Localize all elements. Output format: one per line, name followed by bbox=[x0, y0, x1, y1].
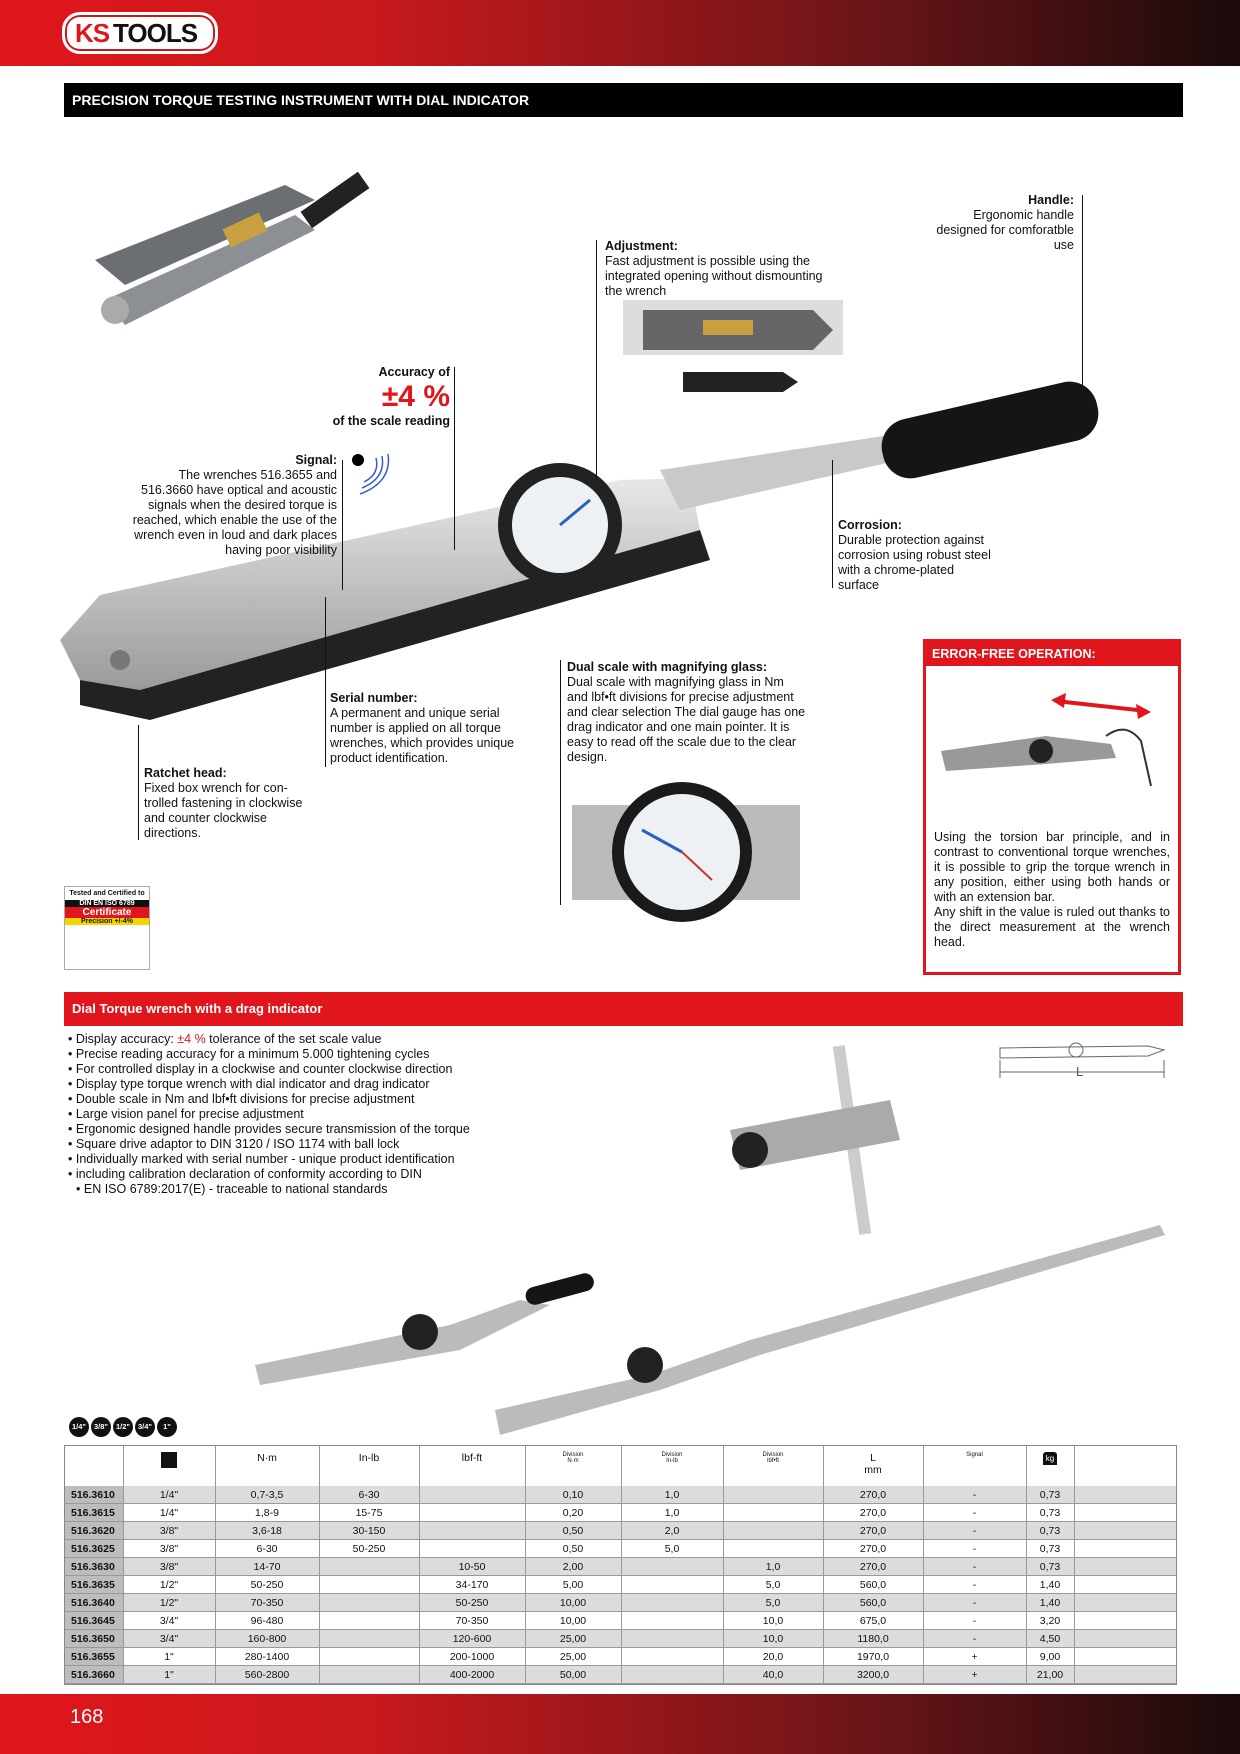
size-badge: 1/4" bbox=[69, 1417, 89, 1437]
error-free-box bbox=[923, 639, 1181, 975]
adjustment-text: Fast adjustment is possible using the integrated opening without dismounting the wrench bbox=[605, 254, 823, 298]
article-number: 516.3650 bbox=[65, 1630, 123, 1648]
table-cell bbox=[319, 1594, 419, 1612]
feature-item: • including calibration declaration of conformity according to DIN bbox=[68, 1167, 588, 1182]
table-cell: 270,0 bbox=[823, 1504, 923, 1522]
table-cell: 120-600 bbox=[419, 1630, 525, 1648]
table-cell: 10-50 bbox=[419, 1558, 525, 1576]
table-cell: 50,00 bbox=[525, 1666, 621, 1684]
table-row bbox=[65, 1630, 1176, 1648]
ratchet-leader bbox=[138, 725, 139, 840]
table-cell: 3/8" bbox=[123, 1540, 215, 1558]
table-cell: 1,0 bbox=[621, 1486, 723, 1504]
table-row bbox=[65, 1540, 1176, 1558]
error-free-text2: Any shift in the value is ruled out thanks to the direct measurement at the wrench head. bbox=[934, 905, 1170, 949]
ratchet-text: Fixed box wrench for con-trolled fastening in clockwise and counter clockwise directions. bbox=[144, 781, 303, 840]
table-cell: 270,0 bbox=[823, 1486, 923, 1504]
article-number: 516.3645 bbox=[65, 1612, 123, 1630]
table-cell: + bbox=[923, 1666, 1026, 1684]
table-cell bbox=[319, 1576, 419, 1594]
table-cell: - bbox=[923, 1504, 1026, 1522]
table-cell: 20,0 bbox=[723, 1648, 823, 1666]
dial-closeup-photo bbox=[572, 780, 800, 925]
table-cell: 3200,0 bbox=[823, 1666, 923, 1684]
table-cell: - bbox=[923, 1558, 1026, 1576]
table-cell: 10,00 bbox=[525, 1594, 621, 1612]
table-cell: 30-150 bbox=[319, 1522, 419, 1540]
dual-text: Dual scale with magnifying glass in Nm and lbf•ft divisions for precise adjustment and clear selection The dial gauge has one drag indicator and one main pointer. It is easy to read off the scale due to the clear design. bbox=[567, 675, 806, 764]
table-cell bbox=[319, 1648, 419, 1666]
table-cell: 1970,0 bbox=[823, 1648, 923, 1666]
table-cell: 3,6-18 bbox=[215, 1522, 319, 1540]
table-cell: - bbox=[923, 1630, 1026, 1648]
error-free-title: ERROR-FREE OPERATION: bbox=[926, 642, 1178, 666]
table-cell: 14-70 bbox=[215, 1558, 319, 1576]
ks-tools-logo bbox=[62, 12, 218, 54]
table-row bbox=[65, 1612, 1176, 1630]
table-cell-empty bbox=[1074, 1558, 1176, 1576]
col-div-nm: Division N·m bbox=[525, 1446, 621, 1486]
table-cell bbox=[319, 1558, 419, 1576]
table-cell bbox=[419, 1522, 525, 1540]
table-row bbox=[65, 1576, 1176, 1594]
article-number: 516.3615 bbox=[65, 1504, 123, 1522]
table-cell-empty bbox=[1074, 1576, 1176, 1594]
table-cell: + bbox=[923, 1648, 1026, 1666]
article-number: 516.3630 bbox=[65, 1558, 123, 1576]
table-cell: 1/4" bbox=[123, 1486, 215, 1504]
table-cell-empty bbox=[1074, 1486, 1176, 1504]
table-cell: 3,20 bbox=[1026, 1612, 1074, 1630]
table-row bbox=[65, 1486, 1176, 1504]
table-cell: 0,73 bbox=[1026, 1558, 1074, 1576]
col-div-inlb: Division In-lb bbox=[621, 1446, 723, 1486]
table-cell: 5,0 bbox=[723, 1576, 823, 1594]
table-row bbox=[65, 1522, 1176, 1540]
table-cell bbox=[723, 1522, 823, 1540]
signal-icon bbox=[350, 452, 395, 502]
table-cell-empty bbox=[1074, 1504, 1176, 1522]
grip-illustration bbox=[926, 666, 1178, 821]
table-header bbox=[65, 1446, 1176, 1486]
product-family-photo bbox=[250, 1040, 1170, 1440]
table-cell bbox=[723, 1486, 823, 1504]
table-cell: 560,0 bbox=[823, 1594, 923, 1612]
table-cell: - bbox=[923, 1540, 1026, 1558]
accuracy-leader bbox=[454, 367, 455, 550]
col-signal: Signal bbox=[923, 1446, 1026, 1486]
feature-item: • Square drive adaptor to DIN 3120 / ISO 1174 with ball lock bbox=[68, 1137, 588, 1152]
table-row bbox=[65, 1594, 1176, 1612]
table-cell: 25,00 bbox=[525, 1648, 621, 1666]
footer-bar bbox=[0, 1694, 1240, 1754]
spec-table-wrapper bbox=[64, 1445, 1177, 1685]
table-cell: 1/2" bbox=[123, 1576, 215, 1594]
weight-icon: kg bbox=[1043, 1452, 1057, 1465]
cert-line4: Precision +/-4% bbox=[65, 918, 149, 925]
dual-scale-callout bbox=[567, 660, 807, 765]
table-cell bbox=[723, 1540, 823, 1558]
ratchet-callout bbox=[144, 766, 314, 841]
table-cell: 2,00 bbox=[525, 1558, 621, 1576]
table-cell: 5,0 bbox=[723, 1594, 823, 1612]
article-number: 516.3625 bbox=[65, 1540, 123, 1558]
table-cell: 1/2" bbox=[123, 1594, 215, 1612]
table-cell: 1/4" bbox=[123, 1504, 215, 1522]
table-cell: 10,00 bbox=[525, 1612, 621, 1630]
feature-item-cont: • EN ISO 6789:2017(E) - traceable to national standards bbox=[68, 1182, 588, 1197]
dual-leader bbox=[560, 660, 561, 905]
logo-ks: KS bbox=[75, 18, 110, 48]
certification-badge bbox=[64, 886, 150, 970]
table-cell: 200-1000 bbox=[419, 1648, 525, 1666]
signal-text: The wrenches 516.3655 and 516.3660 have optical and acoustic signals when the desired torque is reached, which enable the use of the wrench even in loud and dark places having poor visibility bbox=[132, 468, 337, 557]
feature-item: • Ergonomic designed handle provides secure transmission of the torque bbox=[68, 1122, 588, 1137]
table-cell: 1,8-9 bbox=[215, 1504, 319, 1522]
table-cell: - bbox=[923, 1594, 1026, 1612]
serial-text: A permanent and unique serial number is applied on all torque wrenches, which provides unique product identification. bbox=[330, 706, 515, 765]
table-cell: 15-75 bbox=[319, 1504, 419, 1522]
table-cell: 6-30 bbox=[319, 1486, 419, 1504]
table-cell: 5,00 bbox=[525, 1576, 621, 1594]
accuracy-post: of the scale reading bbox=[332, 414, 450, 428]
article-number: 516.3655 bbox=[65, 1648, 123, 1666]
table-row bbox=[65, 1666, 1176, 1684]
table-cell: 1" bbox=[123, 1666, 215, 1684]
table-cell bbox=[419, 1540, 525, 1558]
table-cell: 96-480 bbox=[215, 1612, 319, 1630]
table-cell: 3/4" bbox=[123, 1612, 215, 1630]
table-cell: 6-30 bbox=[215, 1540, 319, 1558]
table-cell: 0,10 bbox=[525, 1486, 621, 1504]
feature-item: • Double scale in Nm and lbf•ft divisions for precise adjustment bbox=[68, 1092, 588, 1107]
table-cell: 2,0 bbox=[621, 1522, 723, 1540]
table-cell: 0,7-3,5 bbox=[215, 1486, 319, 1504]
spec-table bbox=[65, 1446, 1176, 1684]
table-cell: 270,0 bbox=[823, 1558, 923, 1576]
table-cell: 0,50 bbox=[525, 1522, 621, 1540]
table-cell: 10,0 bbox=[723, 1612, 823, 1630]
table-cell: 10,0 bbox=[723, 1630, 823, 1648]
accuracy-value: ±4 % bbox=[381, 380, 450, 413]
table-cell: 70-350 bbox=[419, 1612, 525, 1630]
feature-item: • Display type torque wrench with dial indicator and drag indicator bbox=[68, 1077, 588, 1092]
adjustment-title: Adjustment: bbox=[605, 239, 678, 253]
table-cell: - bbox=[923, 1522, 1026, 1540]
feature-item: • Precise reading accuracy for a minimum 5.000 tightening cycles bbox=[68, 1047, 588, 1062]
corrosion-leader bbox=[832, 460, 833, 588]
drive-size-badges bbox=[69, 1416, 179, 1437]
table-cell: 21,00 bbox=[1026, 1666, 1074, 1684]
table-cell bbox=[621, 1612, 723, 1630]
table-cell-empty bbox=[1074, 1522, 1176, 1540]
cert-line3: Certificate bbox=[65, 907, 149, 918]
feature-item: • Large vision panel for precise adjustment bbox=[68, 1107, 588, 1122]
table-cell bbox=[621, 1594, 723, 1612]
table-cell: 1,0 bbox=[621, 1504, 723, 1522]
table-cell: 70-350 bbox=[215, 1594, 319, 1612]
table-cell: 4,50 bbox=[1026, 1630, 1074, 1648]
corrosion-title: Corrosion: bbox=[838, 518, 902, 532]
handle-leader bbox=[1082, 195, 1083, 385]
table-cell bbox=[621, 1558, 723, 1576]
table-cell bbox=[419, 1486, 525, 1504]
table-cell-empty bbox=[1074, 1594, 1176, 1612]
corrosion-callout bbox=[838, 518, 998, 593]
table-row bbox=[65, 1558, 1176, 1576]
feature-item: • Individually marked with serial number - unique product identification bbox=[68, 1152, 588, 1167]
table-cell bbox=[319, 1612, 419, 1630]
section2-title: Dial Torque wrench with a drag indicator bbox=[64, 992, 1183, 1026]
signal-callout bbox=[130, 453, 337, 558]
table-cell: 1180,0 bbox=[823, 1630, 923, 1648]
size-badge: 1" bbox=[157, 1417, 177, 1437]
page-title: PRECISION TORQUE TESTING INSTRUMENT WITH DIAL INDICATOR bbox=[64, 83, 1183, 117]
table-row bbox=[65, 1504, 1176, 1522]
table-cell: 9,00 bbox=[1026, 1648, 1074, 1666]
table-cell: 1,40 bbox=[1026, 1594, 1074, 1612]
adjustment-photo bbox=[623, 300, 843, 410]
table-cell: 40,0 bbox=[723, 1666, 823, 1684]
size-badge: 3/8" bbox=[91, 1417, 111, 1437]
table-cell: - bbox=[923, 1576, 1026, 1594]
signal-title: Signal: bbox=[295, 453, 337, 467]
feature-item: • For controlled display in a clockwise and counter clockwise direction bbox=[68, 1062, 588, 1077]
table-cell bbox=[621, 1576, 723, 1594]
article-number: 516.3610 bbox=[65, 1486, 123, 1504]
logo-tools: TOOLS bbox=[113, 18, 198, 48]
table-row bbox=[65, 1648, 1176, 1666]
table-cell: 50-250 bbox=[319, 1540, 419, 1558]
table-cell: 160-800 bbox=[215, 1630, 319, 1648]
table-cell: 0,73 bbox=[1026, 1522, 1074, 1540]
table-cell: 25,00 bbox=[525, 1630, 621, 1648]
table-cell: 50-250 bbox=[215, 1576, 319, 1594]
size-badge: 1/2" bbox=[113, 1417, 133, 1437]
ratchet-title: Ratchet head: bbox=[144, 766, 227, 780]
table-cell bbox=[419, 1504, 525, 1522]
signal-leader bbox=[342, 460, 343, 590]
table-cell: 3/8" bbox=[123, 1558, 215, 1576]
length-label: L bbox=[1076, 1064, 1084, 1079]
table-cell: 0,20 bbox=[525, 1504, 621, 1522]
serial-callout bbox=[330, 691, 520, 766]
col-weight bbox=[1026, 1446, 1074, 1486]
col-inlb: In-lb bbox=[319, 1446, 419, 1486]
table-cell bbox=[723, 1504, 823, 1522]
col-length: L mm bbox=[823, 1446, 923, 1486]
table-cell: 675,0 bbox=[823, 1612, 923, 1630]
page-number: 168 bbox=[70, 1706, 104, 1728]
article-number: 516.3660 bbox=[65, 1666, 123, 1684]
table-cell: 0,73 bbox=[1026, 1504, 1074, 1522]
table-cell: 0,50 bbox=[525, 1540, 621, 1558]
adjustment-callout bbox=[605, 239, 830, 299]
serial-leader bbox=[325, 597, 326, 767]
wrench-open-photo bbox=[85, 160, 405, 350]
col-lbfft: lbf-ft bbox=[419, 1446, 525, 1486]
feature-item: • Display accuracy: ±4 % tolerance of the set scale value bbox=[68, 1032, 588, 1047]
table-cell-empty bbox=[1074, 1540, 1176, 1558]
col-div-lbfft: Division lbf•ft bbox=[723, 1446, 823, 1486]
table-cell bbox=[621, 1630, 723, 1648]
adjustment-leader bbox=[596, 240, 597, 480]
table-cell: 270,0 bbox=[823, 1522, 923, 1540]
handle-title: Handle: bbox=[1028, 193, 1074, 207]
dual-title: Dual scale with magnifying glass: bbox=[567, 660, 768, 674]
table-cell: - bbox=[923, 1486, 1026, 1504]
table-cell bbox=[621, 1666, 723, 1684]
table-cell: 34-170 bbox=[419, 1576, 525, 1594]
table-cell bbox=[319, 1666, 419, 1684]
size-badge: 3/4" bbox=[135, 1417, 155, 1437]
article-number: 516.3635 bbox=[65, 1576, 123, 1594]
cert-line2: DIN EN ISO 6789 bbox=[65, 900, 149, 907]
table-cell: 50-250 bbox=[419, 1594, 525, 1612]
table-cell: 400-2000 bbox=[419, 1666, 525, 1684]
table-cell bbox=[319, 1630, 419, 1648]
serial-title: Serial number: bbox=[330, 691, 418, 705]
table-cell: 560-2800 bbox=[215, 1666, 319, 1684]
table-cell: 1,40 bbox=[1026, 1576, 1074, 1594]
table-cell-empty bbox=[1074, 1612, 1176, 1630]
table-cell-empty bbox=[1074, 1648, 1176, 1666]
table-cell: 280-1400 bbox=[215, 1648, 319, 1666]
table-cell: 3/8" bbox=[123, 1522, 215, 1540]
table-cell: 3/4" bbox=[123, 1630, 215, 1648]
table-cell-empty bbox=[1074, 1666, 1176, 1684]
handle-text: Ergonomic handle designed for comforatble use bbox=[936, 208, 1074, 252]
table-cell: 1,0 bbox=[723, 1558, 823, 1576]
table-cell: 0,73 bbox=[1026, 1486, 1074, 1504]
col-nm: N·m bbox=[215, 1446, 319, 1486]
table-cell: 0,73 bbox=[1026, 1540, 1074, 1558]
table-cell bbox=[621, 1648, 723, 1666]
article-number: 516.3640 bbox=[65, 1594, 123, 1612]
square-drive-icon bbox=[161, 1452, 177, 1468]
cert-line1: Tested and Certified to bbox=[69, 890, 145, 897]
accuracy-pre: Accuracy of bbox=[378, 365, 450, 379]
corrosion-text: Durable protection against corrosion using robust steel with a chrome-plated surface bbox=[838, 533, 991, 592]
table-cell: - bbox=[923, 1612, 1026, 1630]
table-cell: 560,0 bbox=[823, 1576, 923, 1594]
handle-callout bbox=[930, 193, 1074, 253]
table-cell: 5,0 bbox=[621, 1540, 723, 1558]
accuracy-callout bbox=[300, 365, 450, 429]
table-cell: 1" bbox=[123, 1648, 215, 1666]
table-cell-empty bbox=[1074, 1630, 1176, 1648]
error-free-text1: Using the torsion bar principle, and in contrast to conventional torque wrenches, it is possible to grip the torque wrench in any position, either using both hands or with an extension bar. bbox=[934, 830, 1170, 904]
table-cell: 270,0 bbox=[823, 1540, 923, 1558]
article-number: 516.3620 bbox=[65, 1522, 123, 1540]
